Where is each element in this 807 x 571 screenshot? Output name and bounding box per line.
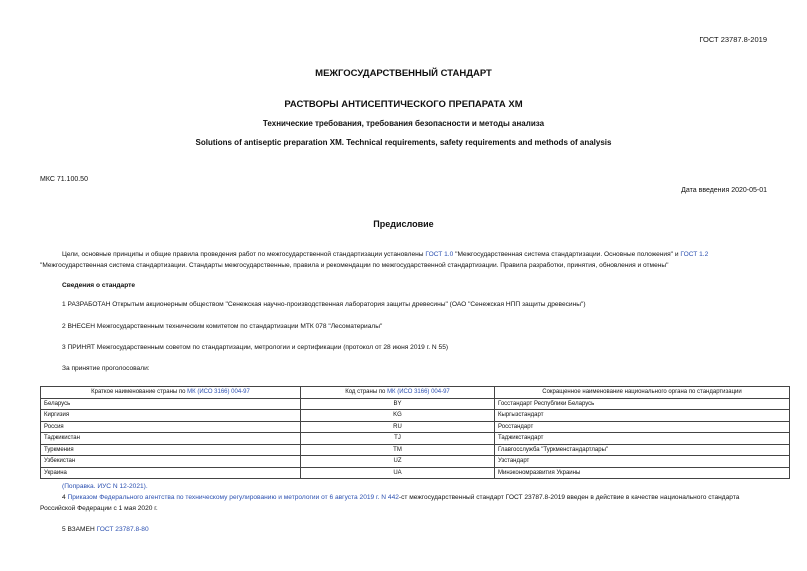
introduction-date: Дата введения 2020-05-01 — [681, 187, 767, 194]
item-4-number: 4 — [62, 494, 68, 501]
voted-label: За принятие проголосовали: — [62, 365, 150, 372]
org-cell: Госстандарт Республики Беларусь — [495, 398, 790, 410]
country-cell: Украина — [41, 467, 301, 479]
table-row — [41, 444, 790, 456]
org-cell: Таджикстандарт — [495, 433, 790, 445]
code-cell: RU — [301, 421, 495, 433]
correction-link[interactable]: (Поправка. ИУС N 12-2021). — [62, 483, 148, 490]
item-5 — [62, 524, 149, 535]
item-1: 1 РАЗРАБОТАН Открытым акционерным обществом "Сенежская научно-производственная лаборатория защиты древесины" (ОАО "Сенежская НПП защиты древесины") — [62, 301, 586, 308]
table-header-country — [41, 387, 301, 399]
mk-iso-link[interactable]: МК (ИСО 3166) 004-97 — [387, 389, 450, 396]
standard-title: РАСТВОРЫ АНТИСЕПТИЧЕСКОГО ПРЕПАРАТА ХМ — [284, 99, 523, 110]
table-row — [41, 467, 790, 479]
table-header-code — [301, 387, 495, 399]
preface-intro-paragraph — [40, 249, 770, 271]
gost-23787-8-80-link[interactable]: ГОСТ 23787.8-80 — [96, 526, 149, 533]
country-cell: Россия — [41, 421, 301, 433]
code-cell: TJ — [301, 433, 495, 445]
intro-text-a: Цели, основные принципы и общие правила проведения работ по межгосударственной стандартизации установлены — [62, 251, 426, 258]
item-3: 3 ПРИНЯТ Межгосударственным советом по стандартизации, метрологии и сертификации (протокол от 28 июня 2019 г. N 55) — [62, 344, 449, 351]
code-cell: UZ — [301, 456, 495, 468]
org-cell: Узстандарт — [495, 456, 790, 468]
code-cell: KG — [301, 410, 495, 422]
table-header-org: Сокращенное наименование национального органа по стандартизации — [495, 387, 790, 399]
org-cell: Росстандарт — [495, 421, 790, 433]
table-header-row — [41, 387, 790, 399]
countries-table — [40, 386, 790, 479]
table-row — [41, 456, 790, 468]
preface-heading: Предисловие — [373, 219, 434, 229]
header-code-text: Код страны по — [345, 389, 388, 396]
country-cell: Беларусь — [41, 398, 301, 410]
gost-1-0-link[interactable]: ГОСТ 1.0 — [425, 251, 454, 258]
item-2: 2 ВНЕСЕН Межгосударственным техническим комитетом по стандартизации МТК 078 "Лесоматериалы" — [62, 323, 383, 330]
order-link[interactable]: Приказом Федерального агентства по техническому регулированию и метрологии от 6 августа 2019 г. N 442 — [67, 494, 399, 501]
mk-iso-link[interactable]: МК (ИСО 3166) 004-97 — [187, 389, 250, 396]
subtitle-ru: Технические требования, требования безопасности и методы анализа — [262, 119, 545, 128]
table-row — [41, 398, 790, 410]
country-cell: Туркмения — [41, 444, 301, 456]
table-row — [41, 433, 790, 445]
code-cell: BY — [301, 398, 495, 410]
table-row — [41, 421, 790, 433]
item-4-text: -ст межгосударственный стандарт ГОСТ 23787.8-2019 введен в действие в качестве национального стандарта Российской Федерации с 1 мая 2020 г. — [40, 494, 740, 512]
subtitle-en: Solutions of antiseptic preparation XM. Technical requirements, safety requirements and methods of analysis — [195, 138, 612, 147]
item-4 — [40, 492, 770, 514]
info-heading: Сведения о стандарте — [62, 282, 136, 289]
country-cell: Таджикистан — [41, 433, 301, 445]
document-code: ГОСТ 23787.8-2019 — [699, 35, 767, 44]
item-5-text: 5 ВЗАМЕН — [62, 526, 97, 533]
org-cell: Кыргызстандарт — [495, 410, 790, 422]
org-cell: Главгосслужба "Туркменстандартлары" — [495, 444, 790, 456]
country-cell: Киргизия — [41, 410, 301, 422]
standard-type-heading: МЕЖГОСУДАРСТВЕННЫЙ СТАНДАРТ — [315, 68, 492, 79]
table-row — [41, 410, 790, 422]
intro-text-c: "Межгосударственная система стандартизации. Стандарты межгосударственные, правила и рекомендации по межгосударственной стандартизации. Правила разработки, принятия, обновления и отмены" — [40, 262, 669, 269]
header-country-text: Краткое наименование страны по — [91, 389, 188, 396]
code-cell: TM — [301, 444, 495, 456]
intro-text-b: "Межгосударственная система стандартизации. Основные положения" и — [453, 251, 681, 258]
gost-1-2-link[interactable]: ГОСТ 1.2 — [680, 251, 709, 258]
mks-code: МКС 71.100.50 — [40, 176, 88, 183]
country-cell: Узбекистан — [41, 456, 301, 468]
org-cell: Минэкономразвития Украины — [495, 467, 790, 479]
code-cell: UA — [301, 467, 495, 479]
